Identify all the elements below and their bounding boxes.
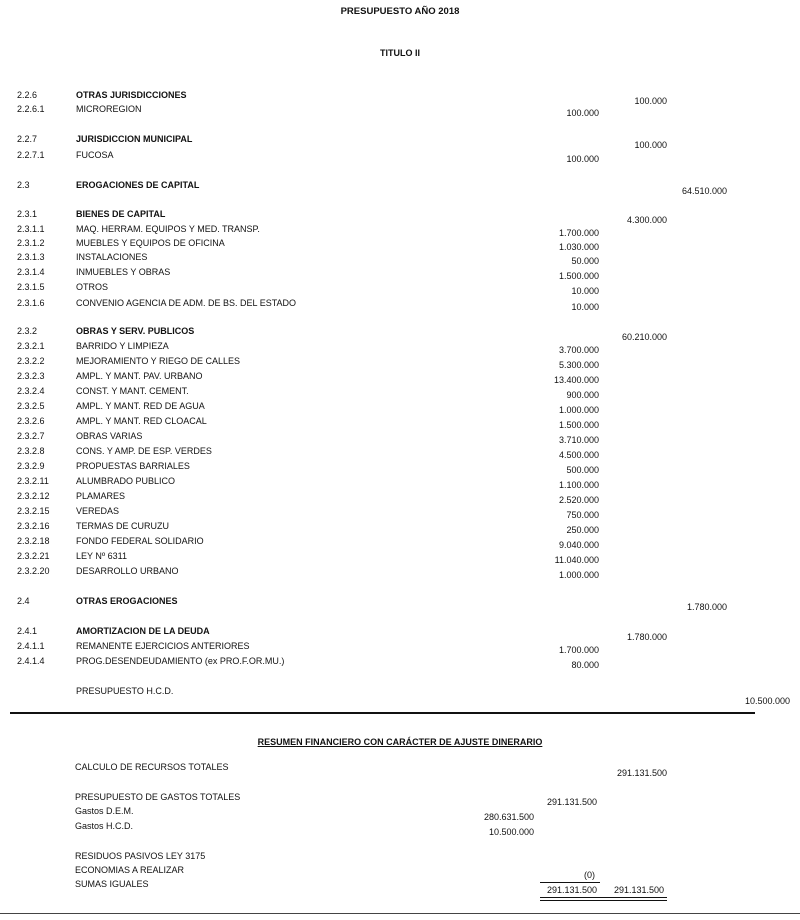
row-code: 2.3.2.15	[17, 506, 50, 516]
summary-title: RESUMEN FINANCIERO CON CARÁCTER DE AJUSTE DINERARIO	[257, 737, 543, 747]
section-divider	[10, 712, 755, 714]
row-amount: 1.700.000	[558, 228, 599, 238]
row-label: PRESUPUESTO H.C.D.	[76, 686, 174, 696]
row-label: PLAMARES	[76, 491, 126, 501]
row-amount: 10.500.000	[744, 696, 790, 706]
row-amount: 1.780.000	[626, 632, 667, 642]
row-amount: 9.040.000	[558, 540, 599, 550]
sum-line	[540, 882, 600, 883]
row-amount: 3.710.000	[558, 435, 599, 445]
dem-amount: 280.631.500	[483, 812, 534, 822]
economias-amount: (0)	[584, 870, 595, 880]
row-code: 2.4	[17, 596, 30, 606]
row-label: EROGACIONES DE CAPITAL	[76, 180, 200, 190]
row-code: 2.3.2.18	[17, 536, 50, 546]
row-label: AMORTIZACION DE LA DEUDA	[76, 626, 210, 636]
row-amount: 2.520.000	[558, 495, 599, 505]
row-code: 2.3.1	[17, 209, 38, 219]
row-label: INMUEBLES Y OBRAS	[76, 267, 171, 277]
row-code: 2.3.1.2	[17, 238, 45, 248]
row-code: 2.3.2.7	[17, 431, 45, 441]
row-amount: 1.000.000	[558, 405, 599, 415]
row-code: 2.3.2.12	[17, 491, 50, 501]
row-label: CONVENIO AGENCIA DE ADM. DE BS. DEL ESTADO	[76, 298, 297, 308]
row-code: 2.3.2.4	[17, 386, 45, 396]
row-code: 2.3.2	[17, 326, 38, 336]
row-label: OBRAS VARIAS	[76, 431, 143, 441]
row-label: OBRAS Y SERV. PUBLICOS	[76, 326, 195, 336]
row-code: 2.4.1.4	[17, 656, 45, 666]
row-amount: 10.000	[571, 286, 599, 296]
row-code: 2.3.2.5	[17, 401, 45, 411]
row-amount: 1.780.000	[686, 602, 727, 612]
row-label: FUCOSA	[76, 150, 114, 160]
row-code: 2.2.6.1	[17, 104, 45, 114]
hcd-label: Gastos H.C.D.	[75, 821, 134, 831]
sumas-right-amount: 291.131.500	[613, 885, 664, 895]
row-code: 2.3.2.8	[17, 446, 45, 456]
dem-label: Gastos D.E.M.	[75, 806, 134, 816]
page-bottom-rule	[0, 913, 800, 914]
row-amount: 64.510.000	[681, 186, 727, 196]
double-underline-top	[540, 897, 667, 898]
row-label: AMPL. Y MANT. RED DE AGUA	[76, 401, 205, 411]
row-amount: 250.000	[566, 525, 599, 535]
row-amount: 1.700.000	[558, 645, 599, 655]
row-code: 2.3.1.5	[17, 282, 45, 292]
row-label: BIENES DE CAPITAL	[76, 209, 166, 219]
row-amount: 750.000	[566, 510, 599, 520]
row-label: FONDO FEDERAL SOLIDARIO	[76, 536, 204, 546]
row-label: OTROS	[76, 282, 109, 292]
hcd-amount: 10.500.000	[488, 827, 534, 837]
row-amount: 1.500.000	[558, 271, 599, 281]
row-label: PROG.DESENDEUDAMIENTO (ex PRO.F.OR.MU.)	[76, 656, 285, 666]
row-label: OTRAS JURISDICCIONES	[76, 90, 187, 100]
row-amount: 1.100.000	[558, 480, 599, 490]
economias-label: ECONOMIAS A REALIZAR	[75, 865, 185, 875]
row-code: 2.3.2.1	[17, 341, 45, 351]
row-amount: 11.040.000	[554, 555, 599, 565]
row-code: 2.3.1.6	[17, 298, 45, 308]
row-amount: 3.700.000	[558, 345, 599, 355]
row-code: 2.3.1.3	[17, 252, 45, 262]
row-amount: 13.400.000	[553, 375, 599, 385]
sumas-left-amount: 291.131.500	[546, 885, 597, 895]
row-amount: 50.000	[571, 256, 599, 266]
row-code: 2.4.1.1	[17, 641, 45, 651]
row-label: MUEBLES Y EQUIPOS DE OFICINA	[76, 238, 225, 248]
row-code: 2.3.1.4	[17, 267, 45, 277]
row-amount: 4.500.000	[558, 450, 599, 460]
row-code: 2.3	[17, 180, 30, 190]
row-label: REMANENTE EJERCICIOS ANTERIORES	[76, 641, 250, 651]
row-amount: 100.000	[566, 154, 599, 164]
row-amount: 1.030.000	[558, 242, 599, 252]
row-code: 2.2.7.1	[17, 150, 45, 160]
row-amount: 500.000	[566, 465, 599, 475]
row-amount: 1.500.000	[558, 420, 599, 430]
row-code: 2.3.2.6	[17, 416, 45, 426]
row-code: 2.3.2.9	[17, 461, 45, 471]
row-label: DESARROLLO URBANO	[76, 566, 179, 576]
residuos-label: RESIDUOS PASIVOS LEY 3175	[75, 851, 206, 861]
row-label: AMPL. Y MANT. PAV. URBANO	[76, 371, 203, 381]
row-amount: 100.000	[566, 108, 599, 118]
row-label: OTRAS EROGACIONES	[76, 596, 178, 606]
row-code: 2.3.2.20	[17, 566, 50, 576]
row-label: MICROREGION	[76, 104, 142, 114]
row-code: 2.2.6	[17, 90, 38, 100]
row-amount: 100.000	[634, 96, 667, 106]
row-label: TERMAS DE CURUZU	[76, 521, 170, 531]
gastos-amount: 291.131.500	[546, 797, 597, 807]
row-label: VEREDAS	[76, 506, 120, 516]
row-code: 2.3.2.2	[17, 356, 45, 366]
row-amount: 5.300.000	[558, 360, 599, 370]
recursos-label: CALCULO DE RECURSOS TOTALES	[75, 762, 229, 772]
gastos-label: PRESUPUESTO DE GASTOS TOTALES	[75, 792, 241, 802]
row-amount: 4.300.000	[626, 215, 667, 225]
row-code: 2.4.1	[17, 626, 38, 636]
row-label: BARRIDO Y LIMPIEZA	[76, 341, 169, 351]
row-amount: 1.000.000	[558, 570, 599, 580]
row-amount: 60.210.000	[621, 332, 667, 342]
row-label: LEY Nº 6311	[76, 551, 127, 561]
row-amount: 80.000	[571, 660, 599, 670]
row-label: ALUMBRADO PUBLICO	[76, 476, 176, 486]
row-label: CONST. Y MANT. CEMENT.	[76, 386, 189, 396]
row-amount: 100.000	[634, 140, 667, 150]
row-label: MAQ. HERRAM. EQUIPOS Y MED. TRANSP.	[76, 224, 260, 234]
document-title: PRESUPUESTO AÑO 2018	[340, 6, 460, 17]
row-label: AMPL. Y MANT. RED CLOACAL	[76, 416, 207, 426]
sumas-label: SUMAS IGUALES	[75, 879, 149, 889]
row-code: 2.3.2.21	[17, 551, 50, 561]
row-code: 2.3.2.3	[17, 371, 45, 381]
row-code: 2.3.2.16	[17, 521, 50, 531]
row-amount: 10.000	[571, 302, 599, 312]
row-code: 2.2.7	[17, 134, 38, 144]
row-label: PROPUESTAS BARRIALES	[76, 461, 190, 471]
row-label: MEJORAMIENTO Y RIEGO DE CALLES	[76, 356, 241, 366]
recursos-amount: 291.131.500	[616, 768, 667, 778]
row-amount: 900.000	[566, 390, 599, 400]
row-label: CONS. Y AMP. DE ESP. VERDES	[76, 446, 212, 456]
row-code: 2.3.2.11	[17, 476, 49, 486]
document-subtitle: TITULO II	[380, 48, 420, 58]
row-label: INSTALACIONES	[76, 252, 148, 262]
row-code: 2.3.1.1	[17, 224, 45, 234]
double-underline-bottom	[540, 900, 667, 901]
row-label: JURISDICCION MUNICIPAL	[76, 134, 193, 144]
